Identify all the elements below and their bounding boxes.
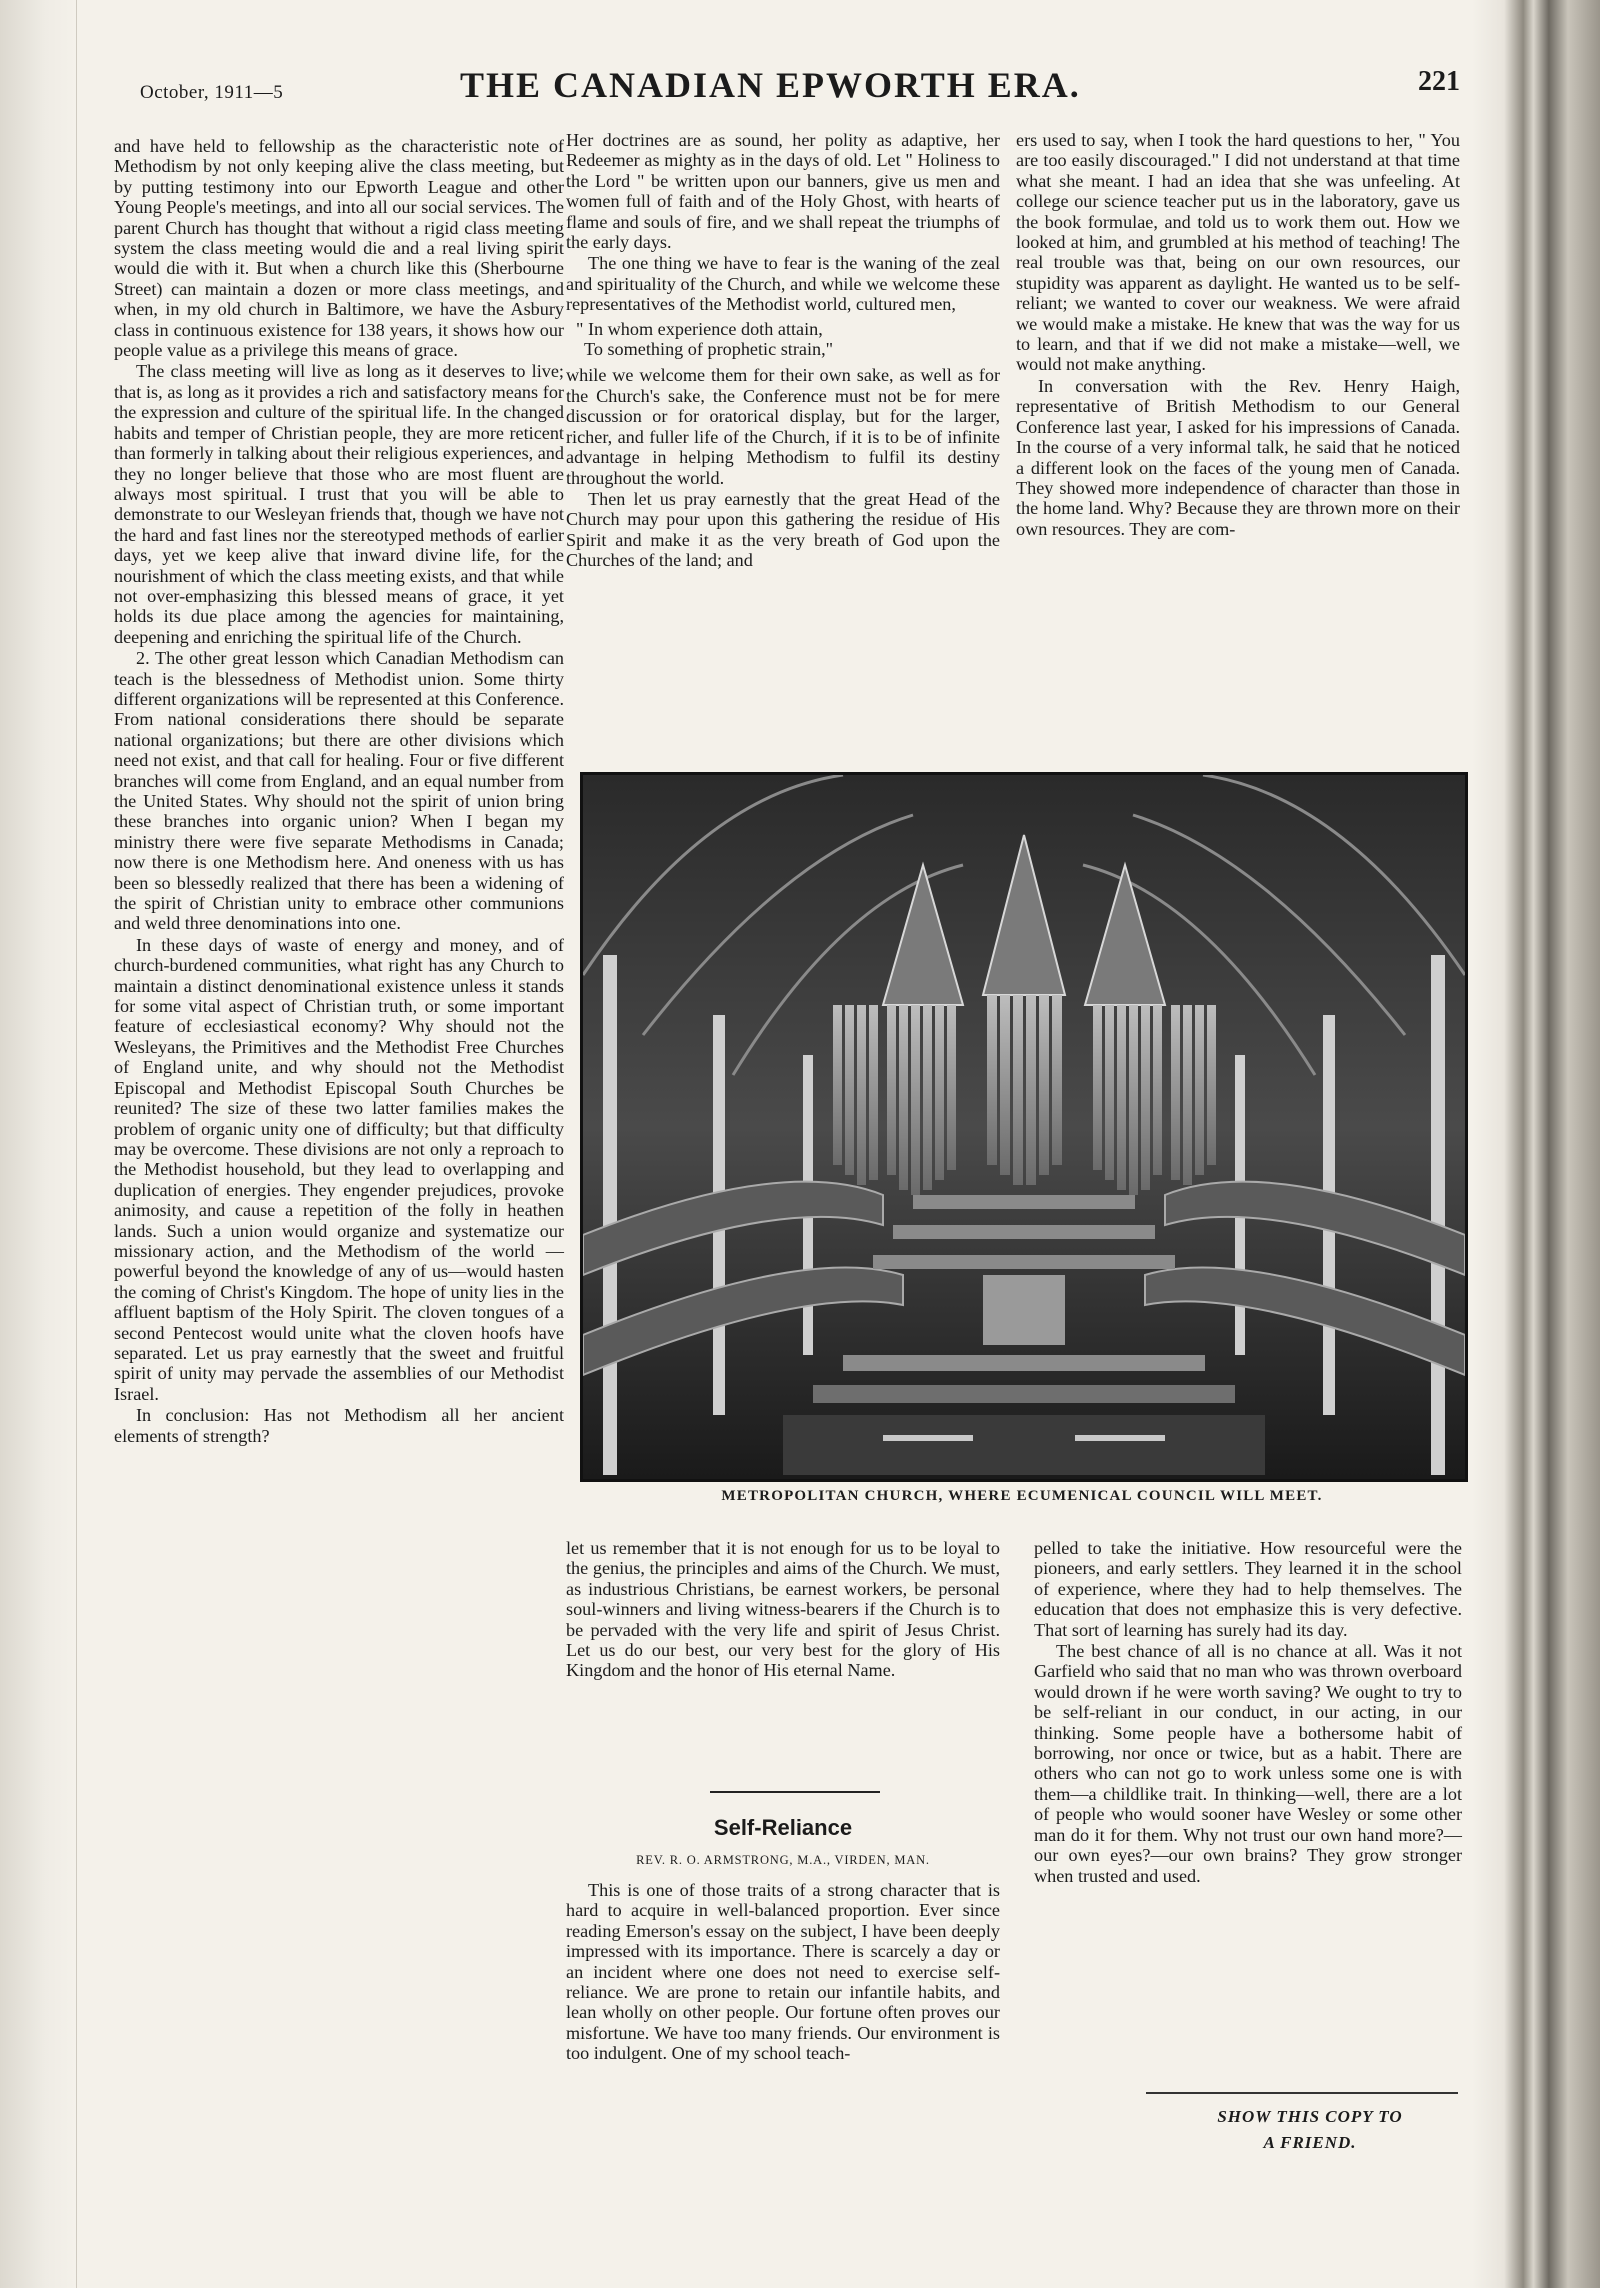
issue-date: October, 1911—5 (140, 82, 284, 103)
paragraph: In conversation with the Rev. Henry Haigh, representative of British Methodism to our General Conference last year, I asked for his impressions of Canada. In the course of a very informal talk, he said that he noticed a different look on the faces of the young men of Canada. They showed more independence of character than those in the home land. Why? Because they are thrown more on their own resources. They are com- (1016, 375, 1460, 539)
verse-line: " In whom experience doth attain, (576, 318, 823, 339)
paragraph: The class meeting will live as long as it deserves to live; that is, as long as it provides a rich and satisfactory means for the expression and culture of the spiritual life. In the changed habits and temper of Christian people, they are more reticent than formerly in talking about their religious experiences, and they no longer believe that those who are most fluent are always most spiritual. I trust that you will be able to demonstrate to our Wesleyan friends that, though we have not the hard and fast lines nor the stereotyped methods of earlier days, yet we keep alive that inward divine life, for the nourishment of which the class meeting exists, and that while not over-emphasizing this blessed means of grace, it yet holds its due place among the agencies for maintaining, deepening and enriching the spiritual life of the Church. (114, 361, 564, 647)
paragraph: Her doctrines are as sound, her polity as adaptive, her Redeemer as mighty as in the days of old. Let " Holiness to the Lord " be written upon our banners, give us men and women full of faith and of the Holy Ghost, with hearts of flame and souls of fire, and we shall repeat the triumphs of the early days. (566, 130, 1000, 253)
paragraph: This is one of those traits of a strong character that is hard to acquire in well-balanced proportion. Ever since reading Emerson's essay on the subject, I have been deeply impressed with its importance. There is scarcely a day or an incident where one does not need to exercise self-reliance. We are prone to retain our infantile habits, and lean wholly on other people. Our fortune often proves our misfortune. We have too many friends. Our environment is too indulgent. One of my school teach- (566, 1880, 1000, 2064)
column-right-top (1016, 130, 1460, 540)
page-number: 221 (1418, 66, 1460, 97)
paragraph: In these days of waste of energy and money, and of church-burdened communities, what right has any Church to maintain a distinct denominational existence unless it stands for some vital aspect of Christian truth, or some important feature of ecclesiastical economy? Why should not the Wesleyans, the Primitives and the Methodist Free Churches of England unite, and why should not the Methodist Episcopal and Methodist Episcopal South Churches be reunited? The size of these two latter families makes the problem of organic unity one of difficulty; but that difficulty may be overcome. These divisions are not only a reproach to the Methodist household, but they lead to overlapping and duplication of energies. They engender prejudices, provoke animosity, and cause a repetition of the folly in heathen lands. Such a union would organize and systematize our missionary action, and the Methodism of the world —powerful beyond the knowledge of any of us—would hasten the coming of Christ's Kingdom. The hope of unity lies in the affluent baptism of the Holy Spirit. The cloven tongues of a second Pentecost would unite what the cloven hoofs have separated. Let us pray earnestly that the sweet and fruitful spirit of unity may pervade the assemblies of our Methodist Israel. (114, 934, 564, 1404)
column-right-lower (1034, 1538, 1462, 1887)
left-scan-gutter (0, 0, 77, 2288)
organ-interior-illustration (583, 775, 1465, 1479)
footer-notice (1200, 2104, 1420, 2156)
section-divider (710, 1791, 880, 1793)
verse-line: To something of prophetic strain," (584, 339, 834, 360)
paragraph: Then let us pray earnestly that the great Head of the Church may pour upon this gathering the residue of His Spirit and make it as the very breath of God upon the Churches of the land; and (566, 488, 1000, 571)
verse-quote (576, 319, 1000, 360)
footer-line: A FRIEND. (1263, 2133, 1357, 2152)
column-middle-lower (566, 1538, 1000, 1682)
publication-title: THE CANADIAN EPWORTH ERA. (460, 65, 1081, 105)
paragraph: let us remember that it is not enough for us to be loyal to the genius, the principles and aims of the Church. We must, as industrious Christians, be earnest workers, be personal soul-winners and living witness-bearers if the Church is to be pervaded with the very life and spirit of Jesus Christ. Let us do our best, our very best for the glory of His Kingdom and the honor of His eternal Name. (566, 1538, 1000, 1681)
paragraph: The one thing we have to fear is the waning of the zeal and spirituality of the Church, and while we welcome these representatives of the Methodist world, cultured men, (566, 253, 1000, 315)
paragraph: ers used to say, when I took the hard questions to her, " You are too easily discouraged." I did not understand at that time what she meant. I had an idea that she was unfeeling. At college our science teacher put us in the laboratory, gave us the book formulae, and told us to work them out. How we looked at him, and grumbled at his method of teaching! The real trouble was that, being on our own resources, our stupidity was apparent as daylight. He wanted us to be self-reliant; we wanted to cover our weakness. We were afraid we would make a mistake. He knew that was the way for us to learn, and that if we did not make a mistake—well, we would not make anything. (1016, 130, 1460, 375)
author-byline: REV. R. O. ARMSTRONG, M.A., VIRDEN, MAN. (636, 1853, 930, 1867)
paragraph: pelled to take the initiative. How resourceful were the pioneers, and early settlers. They learned it in the school of experience, where they had to help themselves. The education that does not emphasize this is very defective. That sort of learning has surely had its day. (1034, 1538, 1462, 1640)
newspaper-page (100, 0, 1472, 2288)
column-middle-top (566, 130, 1000, 572)
footer-line: SHOW THIS COPY TO (1217, 2107, 1403, 2126)
paragraph: In conclusion: Has not Methodism all her ancient elements of strength? (114, 1405, 564, 1446)
page-header (100, 62, 1460, 112)
section-body (566, 1880, 1000, 2065)
right-scan-binding (1472, 0, 1600, 2288)
paragraph: The best chance of all is no chance at all. Was it not Garfield who said that no man who was thrown overboard would drown if he were worth saving? We ought to try to be self-reliant in our conduct, in our acting, in our thinking. Some people have a bothersome habit of borrowing, nor once or twice, but as a habit. There are others who can not go to work unless some one is with them—a childlike trait. In thinking—well, there are a lot of people who would sooner have Wesley or some other man do it for them. Why not trust our own hand more?—our own eyes?—our own brains? They grow stronger when trusted and used. (1034, 1641, 1462, 1886)
paragraph: while we welcome them for their own sake, as well as for the Church's sake, the Conference must not be for mere discussion or for oratorical display, but for the larger, richer, and fuller life of the Church, if it is to be of infinite advantage in helping Methodism to fulfil its destiny throughout the world. (566, 365, 1000, 488)
column-left (114, 136, 564, 1447)
church-interior-photo (580, 772, 1468, 1482)
paragraph: 2. The other great lesson which Canadian Methodism can teach is the blessedness of Methodist union. Some thirty different organizations will be represented at this Conference. From national considerations there should be separate national organizations; but there are other divisions which need not exist, and that call for healing. Four or five different branches will come from England, and an equal number from the United States. Why should not the spirit of union bring these branches into organic union? When I began my ministry there were five separate Methodisms in Canada; now there is one Methodism here. And oneness with us has been so blessedly realized that there has been a widening of the spirit of Christian unity to embrace other communions and weld three denominations into one. (114, 648, 564, 934)
paragraph: and have held to fellowship as the characteristic note of Methodism by not only keeping alive the class meeting, but by putting testimony into our Epworth League and other Young People's meetings, and into all our social services. The parent Church has thought that without a rigid class meeting system the class meeting would die and a real living spirit would die with it. But when a church like this (Sherbourne Street) can maintain a dozen or more class meetings, and when, in my old church in Baltimore, we have the Asbury class in continuous existence for 138 years, it shows how our people value as a privilege this means of grace. (114, 136, 564, 361)
section-title: Self-Reliance (713, 1815, 853, 1840)
photo-caption: METROPOLITAN CHURCH, WHERE ECUMENICAL COUNCIL WILL MEET. (721, 1488, 1323, 1504)
footer-divider (1146, 2092, 1458, 2094)
